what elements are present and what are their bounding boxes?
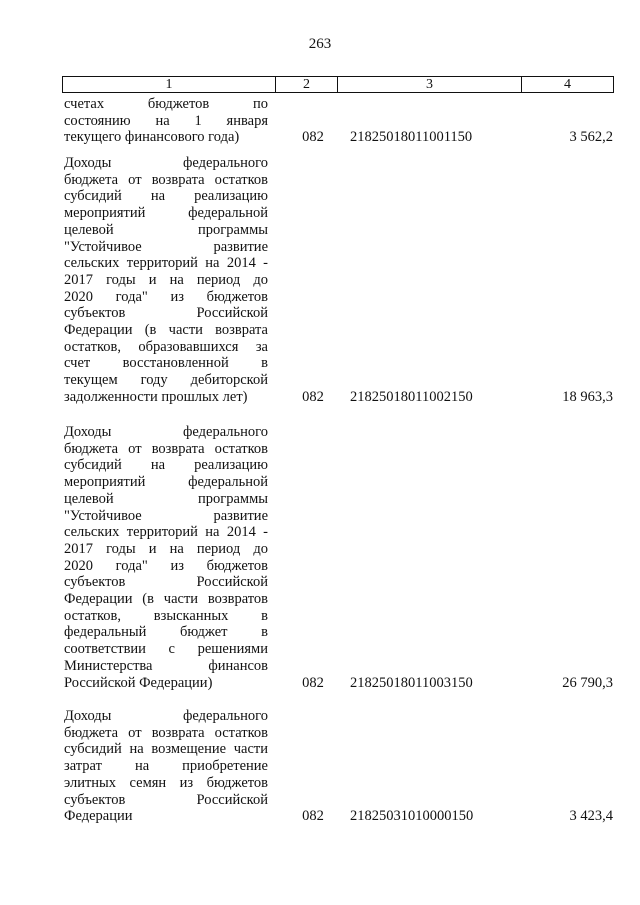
description-line: остатков, образовавшихся за bbox=[64, 338, 268, 355]
column-header-4: 4 bbox=[522, 77, 614, 93]
description-line: субъектов Российской bbox=[64, 574, 268, 591]
description-line: 2017 годы и на период до bbox=[64, 271, 268, 288]
row-description bbox=[64, 96, 268, 146]
row-kbk-code: 21825018011003150 bbox=[350, 674, 473, 691]
table-row bbox=[62, 96, 613, 150]
description-line: бюджета от возврата остатков bbox=[64, 724, 268, 741]
row-description bbox=[64, 155, 268, 406]
description-line: Министерства финансов bbox=[64, 657, 268, 674]
description-line: задолженности прошлых лет) bbox=[64, 388, 248, 405]
description-line: субъектов Российской bbox=[64, 305, 268, 322]
description-line: Федерации bbox=[64, 808, 133, 825]
description-line: "Устойчивое развитие bbox=[64, 238, 268, 255]
description-line: 2020 года" из бюджетов bbox=[64, 288, 268, 305]
row-code: 082 bbox=[302, 129, 324, 146]
description-line: 2020 года" из бюджетов bbox=[64, 557, 268, 574]
description-line: элитных семян из бюджетов bbox=[64, 774, 268, 791]
description-line: счетах бюджетов по bbox=[64, 96, 268, 112]
row-amount: 26 790,3 bbox=[562, 674, 613, 691]
row-kbk-code: 21825018011001150 bbox=[350, 129, 473, 146]
row-description bbox=[64, 424, 268, 691]
description-line: "Устойчивое развитие bbox=[64, 507, 268, 524]
description-line: бюджета от возврата остатков bbox=[64, 171, 268, 188]
row-amount: 3 423,4 bbox=[569, 808, 613, 825]
row-amount: 18 963,3 bbox=[562, 388, 613, 405]
table-row bbox=[62, 424, 613, 695]
description-line: Доходы федерального bbox=[64, 155, 268, 171]
column-header-1: 1 bbox=[63, 77, 276, 93]
description-line: остатков, взысканных в bbox=[64, 607, 268, 624]
description-line: целевой программы bbox=[64, 490, 268, 507]
row-code: 082 bbox=[302, 808, 324, 825]
description-line: целевой программы bbox=[64, 221, 268, 238]
row-code: 082 bbox=[302, 388, 324, 405]
column-header-row bbox=[62, 76, 614, 93]
description-line: счет восстановленной в bbox=[64, 355, 268, 372]
row-code: 082 bbox=[302, 674, 324, 691]
table-row bbox=[62, 155, 613, 410]
row-amount: 3 562,2 bbox=[569, 129, 613, 146]
description-line: Федерации (в части возврата bbox=[64, 322, 268, 339]
description-line: субъектов Российской bbox=[64, 791, 268, 808]
description-line: сельских территорий на 2014 - bbox=[64, 524, 268, 541]
description-line: мероприятий федеральной bbox=[64, 474, 268, 491]
description-line: Доходы федерального bbox=[64, 708, 268, 724]
description-line: Российской Федерации) bbox=[64, 674, 213, 691]
description-line: мероприятий федеральной bbox=[64, 205, 268, 222]
description-line: федеральный бюджет в bbox=[64, 624, 268, 641]
description-line: текущего финансового года) bbox=[64, 129, 240, 146]
description-line: сельских территорий на 2014 - bbox=[64, 255, 268, 272]
description-line: субсидий на возмещение части bbox=[64, 741, 268, 758]
column-header-2: 2 bbox=[276, 77, 338, 93]
description-line: состоянию на 1 января bbox=[64, 112, 268, 129]
description-line: Доходы федерального bbox=[64, 424, 268, 440]
description-line: Федерации (в части возвратов bbox=[64, 591, 268, 608]
row-kbk-code: 21825031010000150 bbox=[350, 808, 474, 825]
description-line: субсидий на реализацию bbox=[64, 188, 268, 205]
page-number: 263 bbox=[308, 36, 332, 52]
column-header-3: 3 bbox=[338, 77, 522, 93]
description-line: бюджета от возврата остатков bbox=[64, 440, 268, 457]
description-line: субсидий на реализацию bbox=[64, 457, 268, 474]
table-row bbox=[62, 708, 613, 829]
description-line: 2017 годы и на период до bbox=[64, 540, 268, 557]
description-line: затрат на приобретение bbox=[64, 758, 268, 775]
description-line: текущем году дебиторской bbox=[64, 372, 268, 389]
description-line: соответствии с решениями bbox=[64, 641, 268, 658]
row-kbk-code: 21825018011002150 bbox=[350, 388, 473, 405]
row-description bbox=[64, 708, 268, 825]
